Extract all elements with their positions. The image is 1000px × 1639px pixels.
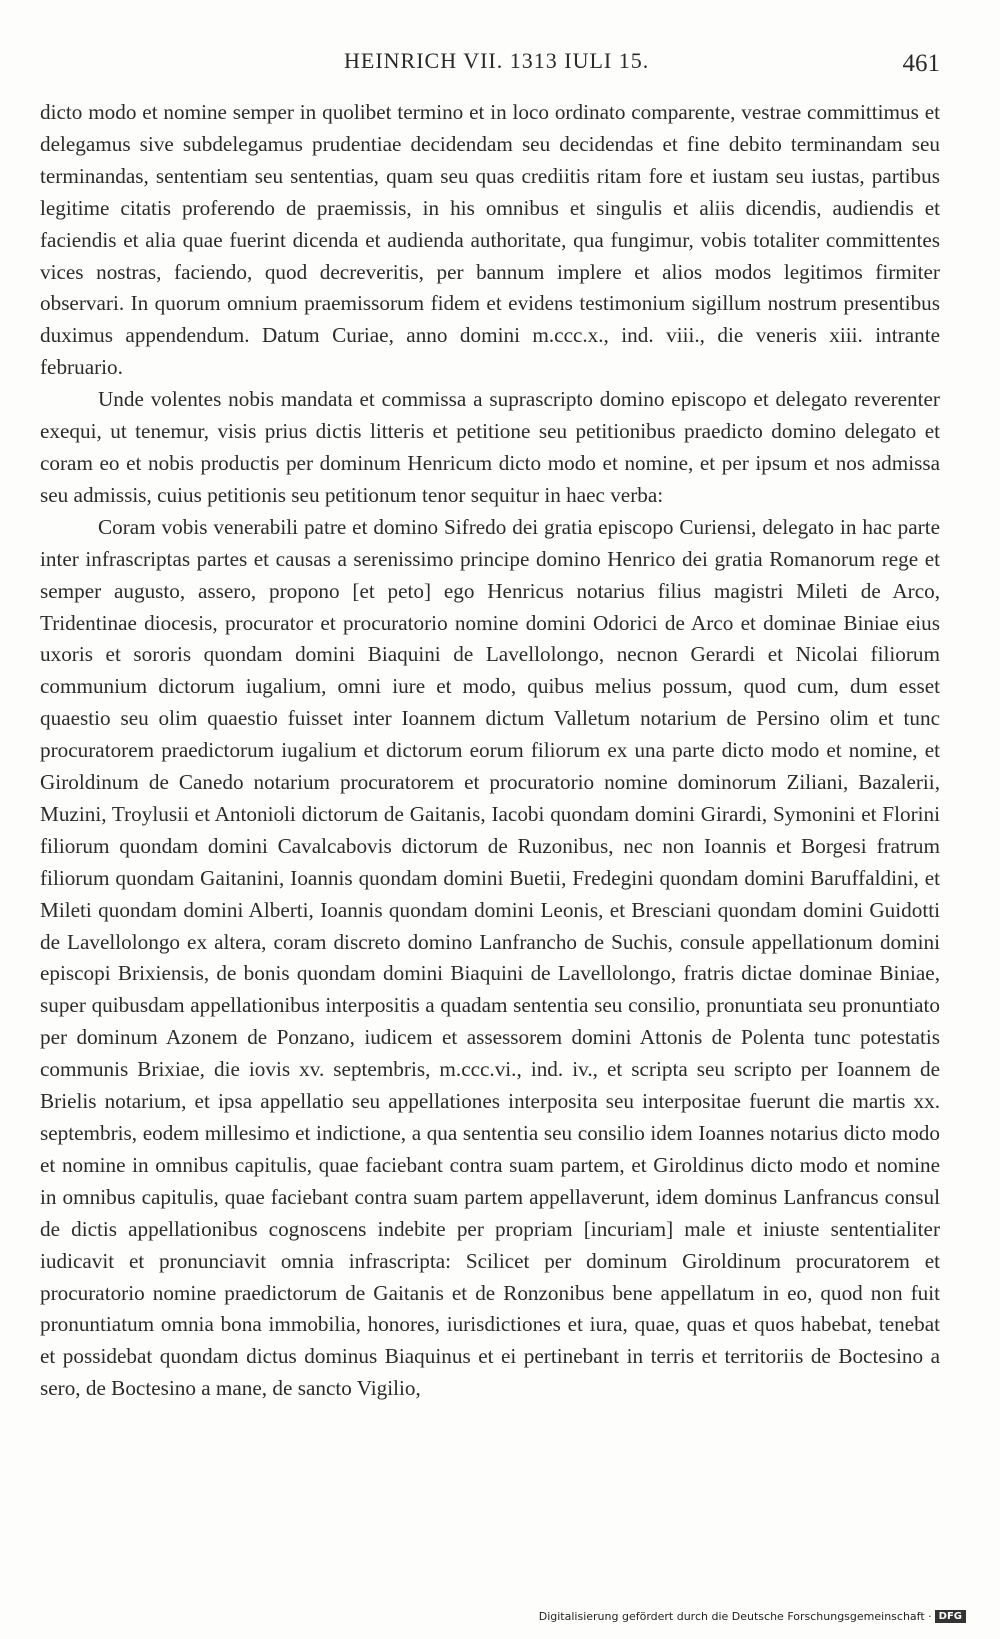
page-number: 461 bbox=[902, 50, 940, 77]
paragraph: Unde volentes nobis mandata et commissa a suprascripto domino episcopo et delegato reverenter exequi, ut tenemur, visis prius dictis litteris et petitione seu petitionibus praedicto domino delegato et coram eo et nobis productis per dominum Henricum dicto modo et nomine, et per ipsum et nos admissa seu admissis, cuius petitionis seu petitionum tenor sequitur in haec verba: bbox=[40, 387, 940, 507]
digitization-credit: Digitalisierung gefördert durch die Deutsche Forschungsgemeinschaft · bbox=[538, 1609, 932, 1623]
body-text bbox=[40, 97, 940, 1405]
dfg-logo: DFG bbox=[935, 1610, 966, 1623]
page-header bbox=[40, 48, 940, 88]
running-head: HEINRICH VII. 1313 IULI 15. bbox=[344, 48, 650, 73]
page-footer bbox=[539, 1607, 966, 1625]
paragraph: Coram vobis venerabili patre et domino Sifredo dei gratia episcopo Curiensi, delegato in hac parte inter infrascriptas partes et causas a serenissimo principe domino Henrico dei gratia Romanorum rege et semper augusto, assero, propono [et peto] ego Henricus notarius filius magistri Mileti de Arco, Tridentinae diocesis, procurator et procuratorio nomine domini Odorici de Arco et dominae Biniae eius uxoris et sororis quondam domini Biaquini de Lavellolongo, necnon Gerardi et Nicolai filiorum communium dictorum iugalium, omni iure et modo, quibus melius possum, quod cum, dum esset quaestio seu olim quaestio fuisset inter Ioannem dictum Valletum notarium de Persino olim et tunc procuratorem praedictorum iugalium et dictorum eorum filiorum ex una parte dicto modo et nomine, et Giroldinum de Canedo notarium procuratorem et procuratorio nomine dominorum Ziliani, Bazalerii, Muzini, Troylusii et Antonioli dictorum de Gaitanis, Iacobi quondam domini Girardi, Symonini et Florini filiorum quondam domini Cavalcabovis dictorum de Ruzonibus, nec non Ioannis et Borgesi fratrum filiorum quondam Gaitanini, Ioannis quondam domini Buetii, Fredegini quondam domini Baruffaldini, et Mileti quondam domini Alberti, Ioannis quondam domini Leonis, et Bresciani quondam domini Guidotti de Lavellolongo ex altera, coram discreto domino Lanfrancho de Suchis, consule appellationum domini episcopi Brixiensis, de bonis quondam domini Biaquini de Lavellolongo, fratris dictae dominae Biniae, super quibusdam appellationibus interpositis a quadam sententia seu consilio, pronuntiata seu pronuntiato per dominum Azonem de Ponzano, iudicem et assessorem domini Attonis de Polenta tunc potestatis communis Brixiae, die iovis xv. septembris, m.ccc.vi., ind. iv., et scripta seu scripto per Ioannem de Brielis notarium, et ipsa appellatio seu appellationes interposita seu interpositae fuerunt die martis xx. septembris, eodem millesimo et indictione, a qua sententia seu consilio idem Ioannes notarius dicto modo et nomine in omnibus capitulis, quae faciebant contra suam partem, et Giroldinus dicto modo et nomine in omnibus capitulis, quae faciebant contra suam partem appellaverunt, idem dominus Lanfrancus consul de dictis appellationibus cognoscens indebite per propriam [incuriam] male et iniuste sententialiter iudicavit et pronunciavit omnia infrascripta: Scilicet per dominum Giroldinum procuratorem et procuratorio nomine praedictorum de Gaitanis et de Ronzonibus bene appellatum in eo, quod non fuit pronuntiatum omnia bona immobilia, honores, iurisdictiones et iura, quae, quas et quos habebat, tenebat et possidebat quondam dictus dominus Biaquinus et ei pertinebant in terris et territoriis de Boctesino a sero, de Boctesino a mane, de sancto Vigilio, bbox=[40, 514, 940, 1401]
paragraph-continuation: dicto modo et nomine semper in quolibet termino et in loco ordinato comparente, vestrae committimus et delegamus sive subdelegamus prudentiae decidendam seu decidendas et fine debito terminandam seu terminandas, sententiam seu sententias, quam seu quas crediitis ritam fore et iustam seu iustas, partibus legitime citatis proferendo de praemissis, in his omnibus et singulis et aliis dicendis, audiendis et faciendis et alia quae fuerint dicenda et audienda authoritate, qua fungimur, vobis totaliter committentes vices nostras, faciendo, quod decreveritis, per bannum implere et alios modos legitimos firmiter observari. In quorum omnium praemissorum fidem et evidens testimonium sigillum nostrum presentibus duximus appendendum. Datum Curiae, anno domini m.ccc.x., ind. viii., die veneris xiii. intrante februario. bbox=[40, 100, 940, 380]
